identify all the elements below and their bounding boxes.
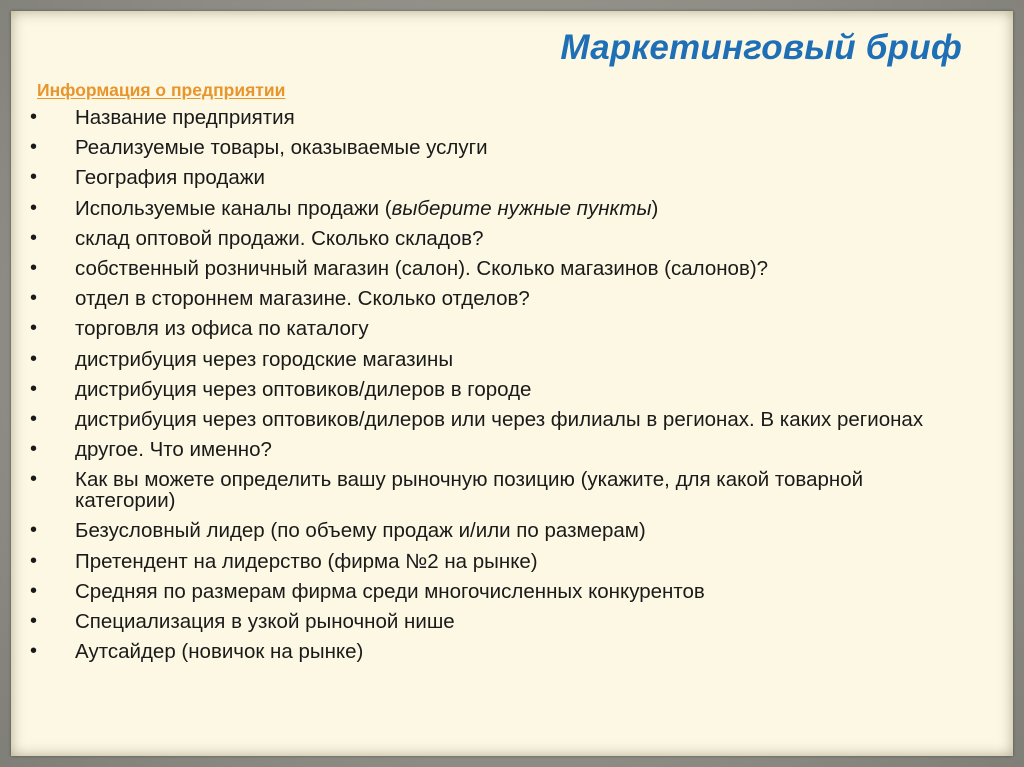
bullet-marker: • xyxy=(30,377,38,400)
list-item-text: Как вы можете определить вашу рыночную позицию (укажите, для какой товарной категории) xyxy=(75,468,864,513)
bullet-marker: • xyxy=(30,106,38,128)
bullet-marker: • xyxy=(30,549,38,572)
list-item xyxy=(30,379,960,400)
list-item xyxy=(30,258,960,279)
bullet-marker: • xyxy=(30,347,38,370)
bullet-marker: • xyxy=(30,640,38,663)
list-item xyxy=(30,611,960,632)
list-item-text: собственный розничный магазин (салон). Сколько магазинов (салонов)? xyxy=(75,256,769,280)
bullet-marker: • xyxy=(30,468,38,491)
list-item xyxy=(30,641,960,662)
list-item-text: Безусловный лидер (по объему продаж и/или по размерам) xyxy=(75,519,646,543)
list-item xyxy=(30,469,960,511)
list-item-text: Аутсайдер (новичок на рынке) xyxy=(75,640,364,664)
list-item-text-after: ) xyxy=(651,196,659,220)
list-item xyxy=(30,409,960,430)
list-item xyxy=(30,107,960,128)
bullet-marker: • xyxy=(30,287,38,310)
list-item-text: География продажи xyxy=(75,166,265,190)
slide xyxy=(11,11,1013,756)
bullet-marker: • xyxy=(30,196,38,219)
list-item xyxy=(30,581,960,602)
bullet-marker: • xyxy=(30,256,38,279)
list-item xyxy=(30,349,960,370)
list-item-text: склад оптовой продажи. Сколько складов? xyxy=(75,226,484,250)
section-heading: Информация о предприятии xyxy=(37,80,286,100)
list-item-text: другое. Что именно? xyxy=(75,438,272,462)
list-item-text: дистрибуция через городские магазины xyxy=(75,347,454,371)
list-item-text: Специализация в узкой рыночной нише xyxy=(75,610,455,633)
list-item-text: Претендент на лидерство (фирма №2 на рынке) xyxy=(75,549,538,573)
list-item-text: Используемые каналы продажи ( xyxy=(75,196,392,220)
list-item-text: отдел в стороннем магазине. Сколько отделов? xyxy=(75,287,530,311)
list-item xyxy=(30,137,960,158)
bullet-marker: • xyxy=(30,166,38,189)
bullet-marker: • xyxy=(30,519,38,542)
list-item-text: Название предприятия xyxy=(75,106,295,129)
slide-title: Маркетинговый бриф xyxy=(560,28,962,67)
list-item xyxy=(30,228,960,249)
list-item-text: Реализуемые товары, оказываемые услуги xyxy=(75,136,488,160)
list-item-emphasis: выберите нужные пункты xyxy=(391,196,652,220)
bullet-marker: • xyxy=(30,226,38,249)
bullet-marker: • xyxy=(30,610,38,632)
list-item-text: дистрибуция через оптовиков/дилеров или через филиалы в регионах. В каких регионах xyxy=(75,407,924,431)
list-item-text: Средняя по размерам фирма среди многочисленных конкурентов xyxy=(75,579,705,603)
bullet-list xyxy=(30,107,960,671)
bullet-marker: • xyxy=(30,438,38,461)
list-item xyxy=(30,167,960,188)
list-item xyxy=(30,520,960,541)
list-item-text: торговля из офиса по каталогу xyxy=(75,317,369,341)
list-item-text: дистрибуция через оптовиков/дилеров в городе xyxy=(75,377,532,401)
list-item xyxy=(30,198,960,219)
bullet-marker: • xyxy=(30,317,38,340)
list-item xyxy=(30,551,960,572)
bullet-marker: • xyxy=(30,407,38,430)
bullet-marker: • xyxy=(30,579,38,602)
bullet-marker: • xyxy=(30,136,38,159)
list-item xyxy=(30,318,960,339)
list-item xyxy=(30,439,960,460)
list-item xyxy=(30,288,960,309)
